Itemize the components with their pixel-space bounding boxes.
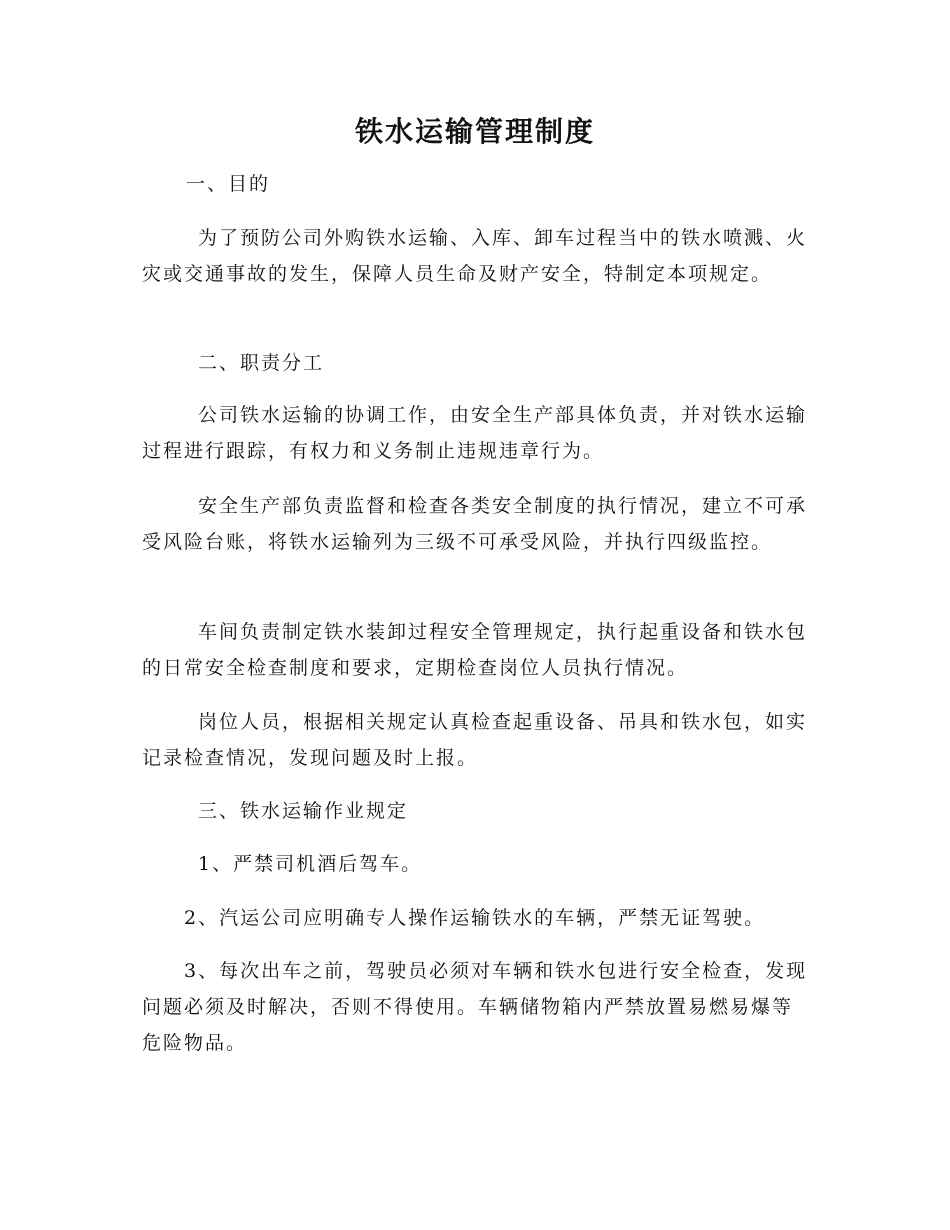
section-heading-duties: 二、职责分工: [198, 352, 325, 374]
paragraph-duty-coordination: 公司铁水运输的协调工作，由安全生产部具体负责，并对铁水运输过程进行跟踪，有权力和义务制止违规违章行为。: [142, 404, 808, 462]
paragraph-purpose: 为了预防公司外购铁水运输、入库、卸车过程当中的铁水喷溅、火灾或交通事故的发生，保障人员生命及财产安全，特制定本项规定。: [142, 227, 808, 285]
rule-item-2: 2、汽运公司应明确专人操作运输铁水的车辆，严禁无证驾驶。: [184, 907, 766, 929]
paragraph-duty-staff: 岗位人员，根据相关规定认真检查起重设备、吊具和铁水包，如实记录检查情况，发现问题及时上报。: [142, 711, 808, 769]
rule-item-1: 1、严禁司机酒后驾车。: [198, 853, 423, 875]
section-heading-purpose: 一、目的: [186, 173, 271, 195]
document-title: 铁水运输管理制度: [354, 115, 595, 148]
paragraph-duty-workshop: 车间负责制定铁水装卸过程安全管理规定，执行起重设备和铁水包的日常安全检查制度和要求，定期检查岗位人员执行情况。: [142, 621, 808, 679]
section-heading-rules: 三、铁水运输作业规定: [198, 800, 409, 822]
rule-item-3: 3、每次出车之前，驾驶员必须对车辆和铁水包进行安全检查，发现问题必须及时解决，否则不得使用。车辆储物箱内严禁放置易燃易爆等危险物品。: [142, 960, 808, 1054]
paragraph-duty-safety-dept: 安全生产部负责监督和检查各类安全制度的执行情况，建立不可承受风险台账，将铁水运输列为三级不可承受风险，并执行四级监控。: [142, 495, 808, 553]
